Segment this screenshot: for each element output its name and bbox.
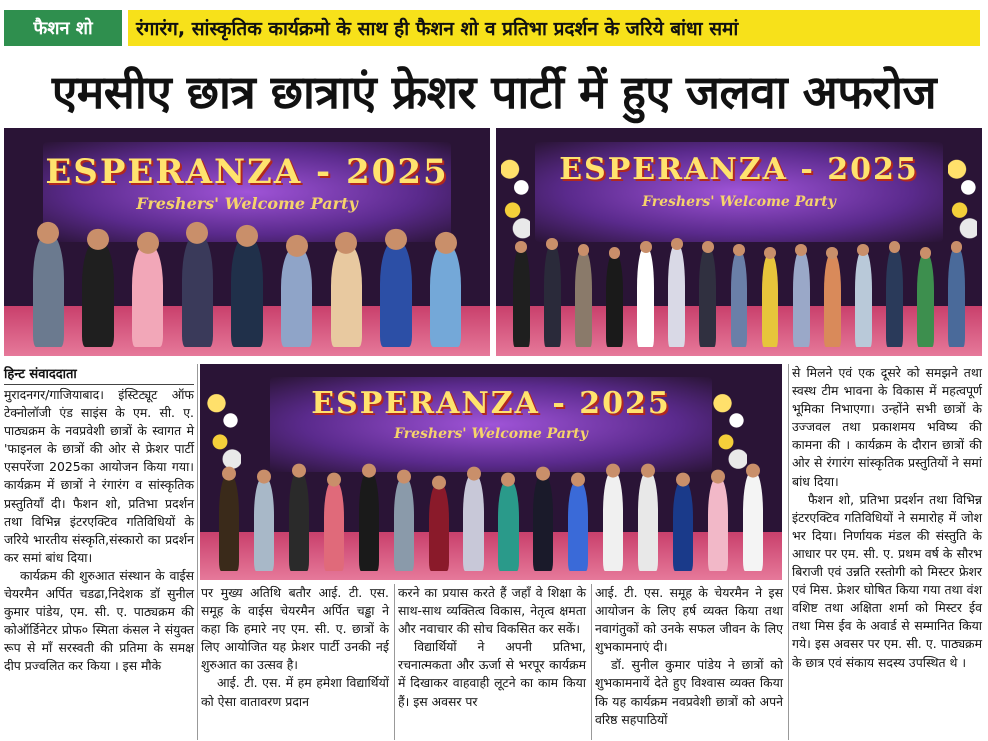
group-of-people — [506, 187, 973, 347]
screen-banner: ESPERANZA - 2025 — [311, 386, 671, 422]
article-paragraph: करने का प्रयास करते हैं जहाँ वे शिक्षा के साथ-साथ व्यक्तित्व विकास, नेतृत्व क्षमता और नवाचार की सोच विकसित कर सकें। — [398, 585, 586, 637]
article-paragraph: मुरादनगर/गाजियाबाद। इंस्टिट्यूट ऑफ टेक्नोलॉजी एंड साइंस के एम. सी. ए. पाठ्यक्रम के नवप्रवेशी छात्रों के स्वागत मे 'फाइनल के छात्रों की ओर से फ्रेशर पार्टी एसपरेंजा 2025का आयोजन किया गया। कार्यक्रम में छात्रों ने रंगारंग व सांस्कृतिक प्रस्तुतियाँ दी। फैशन शो, प्रतिभा प्रदर्शन तथा विभिन्न इंटरएक्टिव गतिविधियों के जरिये भारतीय संस्कृति,संस्कारो का प्रदर्शन कर समां बांध दिया। — [4, 387, 194, 565]
article-column-4 — [595, 584, 783, 729]
article-paragraph: आई. टी. एस. में हम हमेशा विद्यार्थियों को ऐसा वातावरण प्रदान — [201, 675, 389, 709]
column-rule — [197, 364, 198, 740]
article-column-5 — [792, 364, 982, 672]
screen-subtitle: Freshers' Welcome Party — [394, 426, 588, 443]
event-photo-3 — [200, 364, 782, 580]
article-paragraph: आई. टी. एस. समूह के चेयरमैन ने इस आयोजन के लिए हर्ष व्यक्त किया तथा नवागंतुकों को उनके सफल जीवन के लिए शुभकामनाएं दी। — [595, 585, 783, 655]
kicker-strip: रंगारंग, सांस्कृतिक कार्यक्रमो के साथ ही फैशन शो व प्रतिभा प्रदर्शन के जरिये बांधा समां — [128, 10, 980, 46]
article-column-2 — [201, 584, 389, 711]
group-of-people — [212, 420, 771, 571]
column-rule — [788, 364, 789, 740]
article-paragraph: कार्यक्रम की शुरुआत संस्थान के वाईस चेयरमैन अर्पित चडढा,निदेशक डॉ सुनील कुमार पांडेय, एम. सी. ए. पाठ्यक्रम की कोऑर्डिनेटर प्रोफ० स्मिता कंसल ने संयुक्त रूप से माँ सरस्वती की प्रतिमा के समक्ष दीप प्रज्वलित कर किया । इस मौके — [4, 567, 194, 674]
article-column-1 — [4, 386, 194, 676]
group-of-people — [23, 187, 470, 347]
article-paragraph: फैशन शो, प्रतिभा प्रदर्शन तथा विभिन्न इंटरएक्टिव गतिविधियों ने समारोह में जोश भर दिया। निर्णायक मंडल की संस्तुति के आधार पर एम. सी. ए. प्रथम वर्ष के सौरभ बिराजी एवं उन्नति रस्तोगी को मिस्टर फ्रेशर एवं मिस. फ्रेशर घोषित किया गया तथा वंश वशिष्ट तथा अक्षिता शर्मा को मिस्टर ईव तथा मिस ईव के अवार्ड से सम्मानित किया गये। इस अवसर पर एम. सी. ए. पाठ्यक्रम के छात्र एवं संकाय सदस्य उपस्थित थे । — [792, 491, 982, 670]
column-rule — [394, 584, 395, 740]
article-paragraph: से मिलने एवं एक दूसरे को समझने तथा स्वस्थ टीम भावना के विकास में महत्वपूर्ण भूमिका निभाएगा। उन्होंने सभी छात्रों के उज्जवल तथा प्रकाशमय भविष्य की कामना की । कार्यक्रम के दौरान छात्रों की ओर से रंगारंग सांस्कृतिक प्रस्तुतियों ने समां बांध दिया। — [792, 365, 982, 489]
event-photo-2 — [496, 128, 982, 356]
article-paragraph: पर मुख्य अतिथि बतौर आई. टी. एस. समूह के वाईस चेयरमैन अर्पित चड्ढा ने कहा कि हमारे नए एम. सी. ए. छात्रों के लिए आयोजित यह फ्रेशर पार्टी उनकी नई शुरुआत का उत्सव है। — [201, 585, 389, 673]
column-rule — [591, 584, 592, 740]
article-paragraph: विद्यार्थियों ने अपनी प्रतिभा, रचनात्मकता और ऊर्जा से भरपूर कार्यक्रम में दिखाकर वाहवाही लूटने का काम किया हैं। इस अवसर पर — [398, 639, 586, 709]
byline: हिन्ट संवाददाता — [4, 364, 194, 385]
article-column-3 — [398, 584, 586, 711]
article-paragraph: डॉ. सुनील कुमार पांडेय ने छात्रों को शुभकामनायें देते हुए विश्वास व्यक्त किया कि यह कार्यक्रम नवप्रवेशी छात्रों को अपने वरिष्ठ सहपाठियों — [595, 657, 783, 727]
headline: एमसीए छात्र छात्राएं फ्रेशर पार्टी में हुए जलवा अफरोज — [51, 65, 937, 119]
screen-banner: ESPERANZA - 2025 — [45, 151, 449, 192]
event-photo-1 — [4, 128, 490, 356]
kicker-row — [0, 6, 988, 52]
section-tag: फैशन शो — [4, 10, 122, 46]
screen-subtitle: Freshers' Welcome Party — [136, 193, 358, 213]
screen-banner: ESPERANZA - 2025 — [559, 151, 919, 187]
screen-subtitle: Freshers' Welcome Party — [642, 193, 836, 210]
